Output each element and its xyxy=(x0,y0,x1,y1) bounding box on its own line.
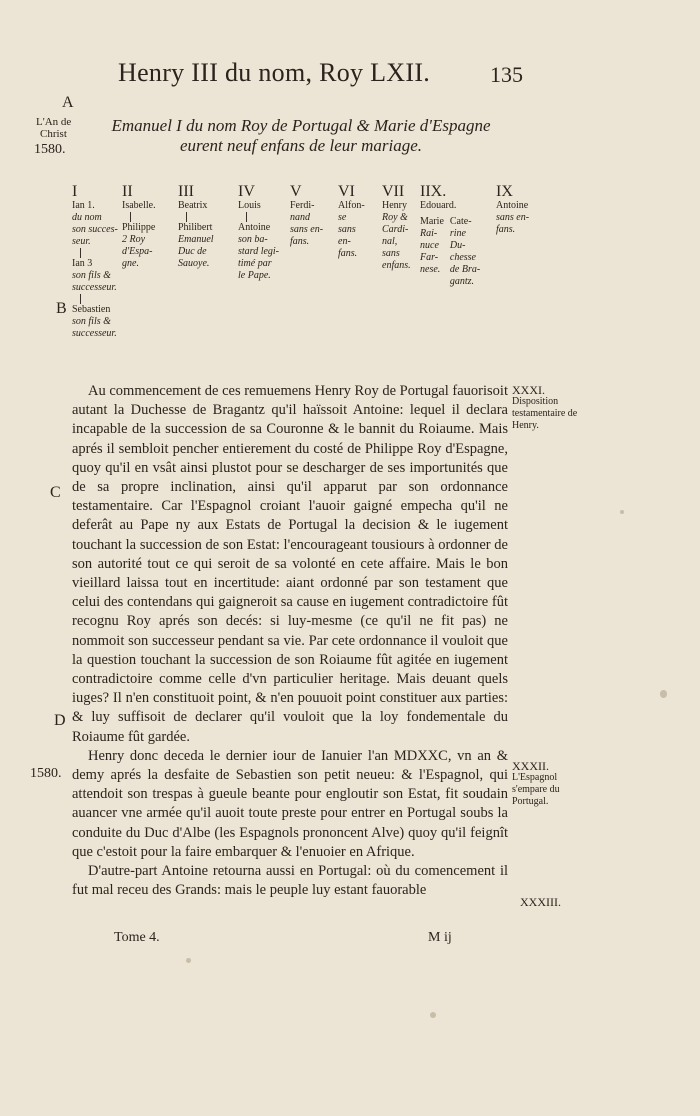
child-text-line: Far- xyxy=(420,252,439,263)
paper-spot xyxy=(660,690,667,698)
child-column xyxy=(496,183,556,236)
margin-letter-a: A xyxy=(62,94,74,111)
child-text-line: seur. xyxy=(72,236,91,247)
child-text-line: Cate- xyxy=(449,216,472,227)
descent-line xyxy=(186,212,187,222)
side-note-32-number: XXXII. xyxy=(512,759,549,773)
child-text-line: Beatrix xyxy=(178,200,208,211)
sub-child xyxy=(420,216,444,288)
child-text-line: Sauoye. xyxy=(178,258,210,269)
child-text-line: Louis xyxy=(238,200,261,211)
child-text-line: Antoine xyxy=(238,222,271,233)
paragraph-3: D'autre-part Antoine retourna aussi en Portugal: où du comencement il fut mal receu des Grands: mais le peuple luy estant fauorable xyxy=(72,863,508,899)
child-text-line: Marie xyxy=(420,216,444,227)
child-text-line: Sebastien xyxy=(72,304,111,315)
side-note-31-text: Disposition testamentaire de Henry. xyxy=(512,396,578,431)
body-text xyxy=(72,382,508,900)
child-number: IV xyxy=(238,183,255,200)
child-text-line: nand xyxy=(290,212,310,223)
child-text-line: successeur. xyxy=(72,282,117,293)
child-text-line: nuce xyxy=(420,240,439,251)
child-text-line: stard legi- xyxy=(238,246,280,257)
child-text-line: Cardi- xyxy=(382,224,409,235)
child-text-line: le Pape. xyxy=(238,270,271,281)
child-text-line: rine xyxy=(449,228,466,239)
child-text-line: son succes- xyxy=(72,224,118,235)
child-column xyxy=(122,183,182,270)
child-text-line: de Bra- xyxy=(449,264,481,275)
descent-line xyxy=(246,212,247,222)
child-text-line: nal, xyxy=(382,236,398,247)
child-text-line: son fils & xyxy=(72,270,111,281)
paper-spot xyxy=(620,510,624,514)
side-note-33 xyxy=(520,896,600,908)
side-note-33-number: XXXIII. xyxy=(520,895,561,909)
child-text-line: timé par xyxy=(238,258,272,269)
child-number: IX xyxy=(496,183,513,200)
child-text-line: son ba- xyxy=(238,234,268,245)
child-text-line: fans. xyxy=(338,248,358,259)
paragraph-1: Au commencement de ces remuemens Henry Roy de Portugal fauorisoit autant la Duchesse de Bragantz qu'il haïssoit Antoine: lequel il declara incapable de la succession de sa Couronne & le bannit du Roiaume. Mais aprés il sembloit pencher entierement du costé de Philippe Roy d'Espagne, quoy qu'il en vsât ainsi plustot pour se descharger de ses importunités que de sa propre inclination, ainsi qu'il apparut par son ordonnance testamentaire. Car l'Espagnol croiant l'auoir gaigné empecha qu'il ne deferât au Pape ny aux Estats de Portugal la decision & le iugement touchant la succession de son Estat: l'encourageant tousiours à ordonner de son autorité tout ce qui seroit de sa volonté en cete affaire. Mais le bon vieillard laissa tout en incertitude: aiant ordonné par son testament que celui des contendans qui gaigneroit sa cause en iugement contradictoire fût recognu Roy aprés son decés: si luy-mesme (ce qu'il ne fit pas) ne nommoit son successeur pendant sa vie. Par cete ordonnance il vouloit que la question touchant la succession de son Roiaume fût agitée en iugement contradictoire comme celle d'vn particulier heritage. Mais deuant quels iuges? Il n'en constituoit point, & n'en pouuoit point constituer aux parties: & luy suffisoit de declarer qu'il vouloit que la loy fondementale du Roiaume fût gardée. xyxy=(72,383,508,745)
child-text-line: sans en- xyxy=(290,224,324,235)
paper-spot xyxy=(430,1012,436,1018)
child-text-line: Philippe xyxy=(122,222,156,233)
child-text-line: enfans. xyxy=(382,260,411,271)
child-text-line: d'Espa- xyxy=(122,246,153,257)
child-text-line: sans xyxy=(338,224,356,235)
page-number: 135 xyxy=(490,62,523,87)
child-text-line: gne. xyxy=(122,258,139,269)
child-text-line: Roy & xyxy=(382,212,408,223)
child-number: VI xyxy=(338,183,355,200)
child-number: VII xyxy=(382,183,405,200)
child-text-line: Emanuel xyxy=(178,234,214,245)
child-text-line: chesse xyxy=(449,252,476,263)
child-text-line: Rai- xyxy=(420,228,438,239)
child-number: II xyxy=(122,183,133,200)
year-label-line-1: L'An de xyxy=(36,116,72,128)
sub-children xyxy=(420,216,500,288)
margin-letter-c: C xyxy=(50,484,61,501)
descent-line xyxy=(80,294,81,304)
child-text-line: sans en- xyxy=(496,212,530,223)
child-column xyxy=(178,183,238,270)
child-number: V xyxy=(290,183,302,200)
year-body: 1580. xyxy=(30,766,62,781)
child-text-line: Duc de xyxy=(178,246,207,257)
child-number: IIX. xyxy=(420,183,447,200)
side-note-31-number: XXXI. xyxy=(512,383,545,397)
child-text-line: successeur. xyxy=(72,328,117,339)
descent-line xyxy=(130,212,131,222)
side-note-32-text: L'Espagnol s'empare du Portugal. xyxy=(512,772,560,807)
child-text-line: Philibert xyxy=(178,222,213,233)
child-text-line: Ian 3 xyxy=(72,258,93,269)
child-text-line: fans. xyxy=(290,236,310,247)
footer-volume: Tome 4. xyxy=(114,930,160,945)
child-number: I xyxy=(72,183,78,200)
margin-letter-d: D xyxy=(54,712,66,729)
child-number: III xyxy=(178,183,194,200)
child-text-line: en- xyxy=(338,236,351,247)
footer-signature: M ij xyxy=(428,930,452,945)
year-top: 1580. xyxy=(34,142,66,157)
side-note-32 xyxy=(512,760,592,808)
child-text-line: Alfon- xyxy=(338,200,365,211)
child-text-line: Ferdi- xyxy=(290,200,315,211)
genealogy-title: Emanuel I du nom Roy de Portugal & Marie d'Espagne eurent neuf enfans de leur mariage. xyxy=(111,116,491,155)
side-note-31 xyxy=(512,384,592,432)
margin-letter-b: B xyxy=(56,300,67,317)
descent-line xyxy=(80,248,81,258)
child-text-line: Edouard. xyxy=(420,200,457,211)
child-text-line: Henry xyxy=(382,200,407,211)
child-text-line: son fils & xyxy=(72,316,111,327)
child-text-line: 2 Roy xyxy=(122,234,146,245)
child-text-line: gantz. xyxy=(449,276,475,287)
running-title: Henry III du nom, Roy LXII. xyxy=(118,58,431,87)
child-column xyxy=(238,183,298,282)
child-text-line: se xyxy=(338,212,347,223)
child-text-line: Ian 1. xyxy=(72,200,95,211)
child-text-line: sans xyxy=(382,248,400,259)
child-text-line: fans. xyxy=(496,224,516,235)
child-column xyxy=(420,183,500,288)
paper-spot xyxy=(186,958,191,963)
year-label-line-2: Christ xyxy=(40,128,67,140)
child-text-line: Isabelle. xyxy=(122,200,156,211)
child-text-line: du nom xyxy=(72,212,102,223)
sub-child xyxy=(450,216,480,288)
paragraph-2: Henry donc deceda le dernier iour de Ianuier l'an MDXXC, vn an & demy aprés la desfaite de Sebastien son petit neueu: & l'Espagnol, qui attendoit son trespas à gueule beante pour engloutir son Estat, fit soudain auancer vne armée qu'il auoit toute preste pour entrer en Portugal soubs la conduite du Duc d'Albe (les Espagnols prononcent Alve) quoy qu'il feignît que c'estoit pour la faire embarquer & l'enuoier en Afrique. xyxy=(72,747,508,860)
child-text-line: nese. xyxy=(420,264,441,275)
child-text-line: Du- xyxy=(449,240,466,251)
child-text-line: Antoine xyxy=(496,200,529,211)
